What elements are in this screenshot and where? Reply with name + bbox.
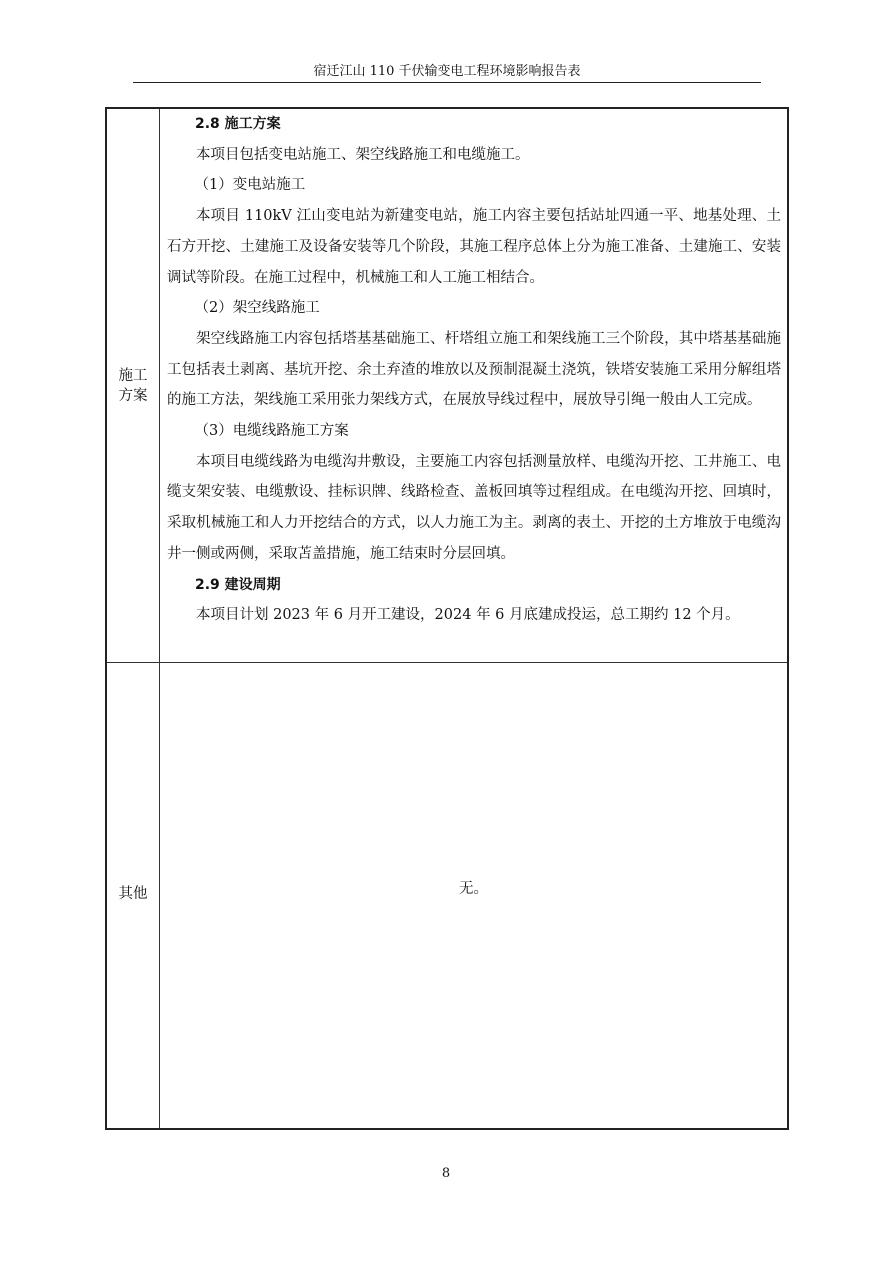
page-header: 宿迁江山 110 千伏输变电工程环境影响报告表 bbox=[313, 64, 581, 79]
construction-plan-content bbox=[167, 109, 781, 631]
paragraph-substation: 本项目 110kV 江山变电站为新建变电站，施工内容主要包括站址四通一平、地基处理、土石方开挖、土建施工及设备安装等几个阶段，其施工程序总体上分为施工准备、土建施工、安装调试等阶段。在施工过程中，机械施工和人工施工相结合。 bbox=[167, 208, 781, 286]
row-label-other: 其他 bbox=[118, 886, 148, 902]
paragraph-schedule: 本项目计划 2023 年 6 月开工建设，2024 年 6 月底建成投运，总工期约 12 个月。 bbox=[196, 607, 740, 624]
header-rule bbox=[133, 82, 761, 83]
section-heading-2-8: 2.8 施工方案 bbox=[195, 116, 281, 132]
row-label-construction-plan-text: 施工 方案 bbox=[118, 368, 148, 404]
row-label-construction-plan bbox=[107, 366, 159, 406]
other-content: 无。 bbox=[459, 881, 488, 897]
paragraph-cable-line: 本项目电缆线路为电缆沟井敷设，主要施工内容包括测量放样、电缆沟开挖、工井施工、电缆支架安装、电缆敷设、挂标识牌、线路检查、盖板回填等过程组成。在电缆沟开挖、回填时，采取机械施工和人力开挖结合的方式，以人力施工为主。剥离的表土、开挖的土方堆放于电缆沟井一侧或两侧，采取苫盖措施，施工结束时分层回填。 bbox=[167, 453, 781, 562]
subheading-substation: （1）变电站施工 bbox=[194, 177, 306, 194]
section-heading-2-9: 2.9 建设周期 bbox=[195, 576, 281, 593]
page-number: 8 bbox=[441, 1166, 451, 1181]
subheading-overhead-line: （2）架空线路施工 bbox=[194, 300, 320, 317]
subheading-cable-line: （3）电缆线路施工方案 bbox=[194, 423, 349, 440]
content-table bbox=[105, 107, 789, 1130]
row-divider bbox=[107, 662, 787, 663]
column-divider bbox=[159, 109, 160, 1128]
paragraph-intro: 本项目包括变电站施工、架空线路施工和电缆施工。 bbox=[196, 146, 530, 163]
paragraph-overhead-line: 架空线路施工内容包括塔基基础施工、杆塔组立施工和架线施工三个阶段，其中塔基基础施工包括表土剥离、基坑开挖、余土弃渣的堆放以及预制混凝土浇筑，铁塔安装施工采用分解组塔的施工方法，架线施工采用张力架线方式，在展放导线过程中，展放导引绳一般由人工完成。 bbox=[167, 330, 781, 409]
